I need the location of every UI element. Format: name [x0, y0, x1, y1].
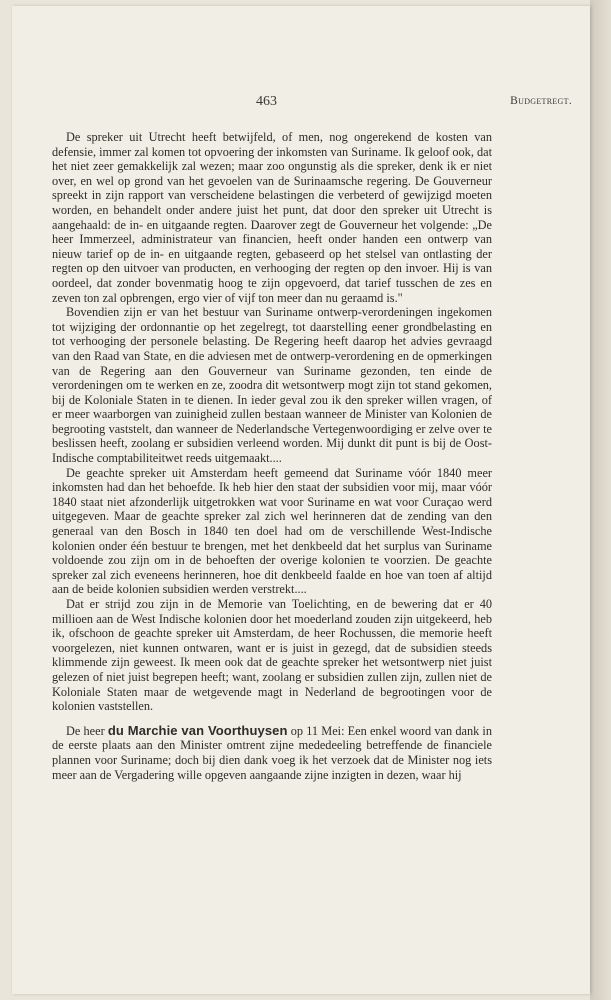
page-number: 463: [256, 94, 277, 109]
paragraph: Dat er strijd zou zijn in de Memorie van Toelichting, en de bewering dat er 40 millioen aan de West Indische kolonien door het moederland zouden zijn uitgekeerd, heb ik, ofschoon de geachte spreker uit Amsterdam, de heer Rochussen, die memorie heeft voorgelezen, niet kunnen ontwaren, want er is juist in gezegd, dat de subsidien steeds klimmende zijn geweest. Ik meen ook dat de geachte spreker het wetsontwerp niet juist gelezen of niet juist begrepen heeft; want, zoolang er subsidien zullen zijn, zullen niet de Koloniale Staten maar de wetgevende magt in Nederland de begrootingen voor de kolonien vaststellen.: [52, 597, 492, 714]
speaker-paragraph: [52, 724, 492, 782]
paragraph: Bovendien zijn er van het bestuur van Suriname ontwerp-verordeningen ingekomen tot wijziging der ordonnantie op het zegelregt, tot daarstelling eener grondbelasting en tot verhooging der personele belasting. De Regering heeft daarop het advies gevraagd van den Raad van State, en die adviesen met de ontwerp-verordening en de opmerkingen van de Regering aan den Gouverneur van Suriname gezonden, ten einde de verordeningen om te werken en ze, zoodra dit wetsontwerp mogt zijn tot stand gekomen, bij de Koloniale Staten in te dienen. In ieder geval zou ik den spreker willen vragen, of er meer waarborgen van zuinigheid zullen bestaan wanneer de Minister van Kolonien de begrooting vaststelt, dan wanneer de Nederlandsche Vertegenwoordiging er zelve over te beslissen heeft, zoolang er subsidien verleend worden. Mij dunkt dit punt is bij de Oost-Indische comptabiliteitwet reeds uitgemaakt....: [52, 305, 492, 466]
paragraph: De spreker uit Utrecht heeft betwijfeld, of men, nog ongerekend de kosten van defensie, immer zal komen tot opvoering der inkomsten van Suriname. Ik geloof ook, dat het niet zeer gemakkelijk zal wezen; maar zoo ongunstig als die spreker, denk ik er niet over, en wel op grond van het gevoelen van de Surinaamsche regering. De Gouverneur spreekt in zijn rapport van verscheidene belastingen die verbeterd of gewijzigd moeten worden, en behandelt onder andere juist het punt, dat door den spreker uit Utrecht is aangehaald: de in- en uitgaande regten. Daarover zegt de Gouverneur het volgende: „De heer Immerzeel, administrateur van financien, heeft onder handen een ontwerp van nieuw tarief op de in- en uitgaande regten, gebaseerd op het stelsel van ontlasting der regten op den uitvoer van producten, en verhooging der regten op den invoer. Hij is van oordeel, dat zonder bovenmatig hoog te zijn opgevoerd, dat tarief tusschen de zes en zeven ton zal opbrengen, ergo vier of vijf ton meer dan nu geraamd is.": [52, 130, 492, 305]
running-head: [12, 94, 590, 110]
body-text: [52, 130, 492, 782]
paragraph: De geachte spreker uit Amsterdam heeft gemeend dat Suriname vóór 1840 meer inkomsten had dan het behoefde. Ik heb hier den staat der subsidien voor mij, maar vóór 1840 staat niet afzonderlijk uitgetrokken wat voor Suriname en wat voor Curaçao werd uitgegeven. Maar de geachte spreker zal zich wel herinneren dat de zending van den generaal van den Bosch in 1840 ten doel had om de verschillende West-Indische kolonien onder één bestuur te brengen, met het denkbeeld dat het surplus van Suriname voldoende zou zijn om in de behoeften der overige kolonien te voorzien. De geachte spreker zal zich eveneens herinneren, hoe dit denkbeeld faalde en hoe van toen af altijd aan de beide kolonien subsidien werden verstrekt....: [52, 465, 492, 597]
page-edge: [590, 0, 611, 1000]
speaker-text: op 11 Mei: Een enkel woord van dank in de eerste plaats aan den Minister omtrent zijne mededeeling betreffende de financiele plannen voor Suriname; doch bij dien dank voeg ik het verzoek dat de Minister nog iets meer aan de Vergadering wille opgeven aangaande zijne inzigten in dezen, waar hij: [52, 723, 492, 782]
book-page: [12, 6, 590, 994]
running-title: Budgetregt.: [510, 95, 572, 107]
speaker-name: du Marchie van Voorthuysen: [107, 722, 288, 738]
speaker-lead: De heer: [66, 723, 105, 738]
